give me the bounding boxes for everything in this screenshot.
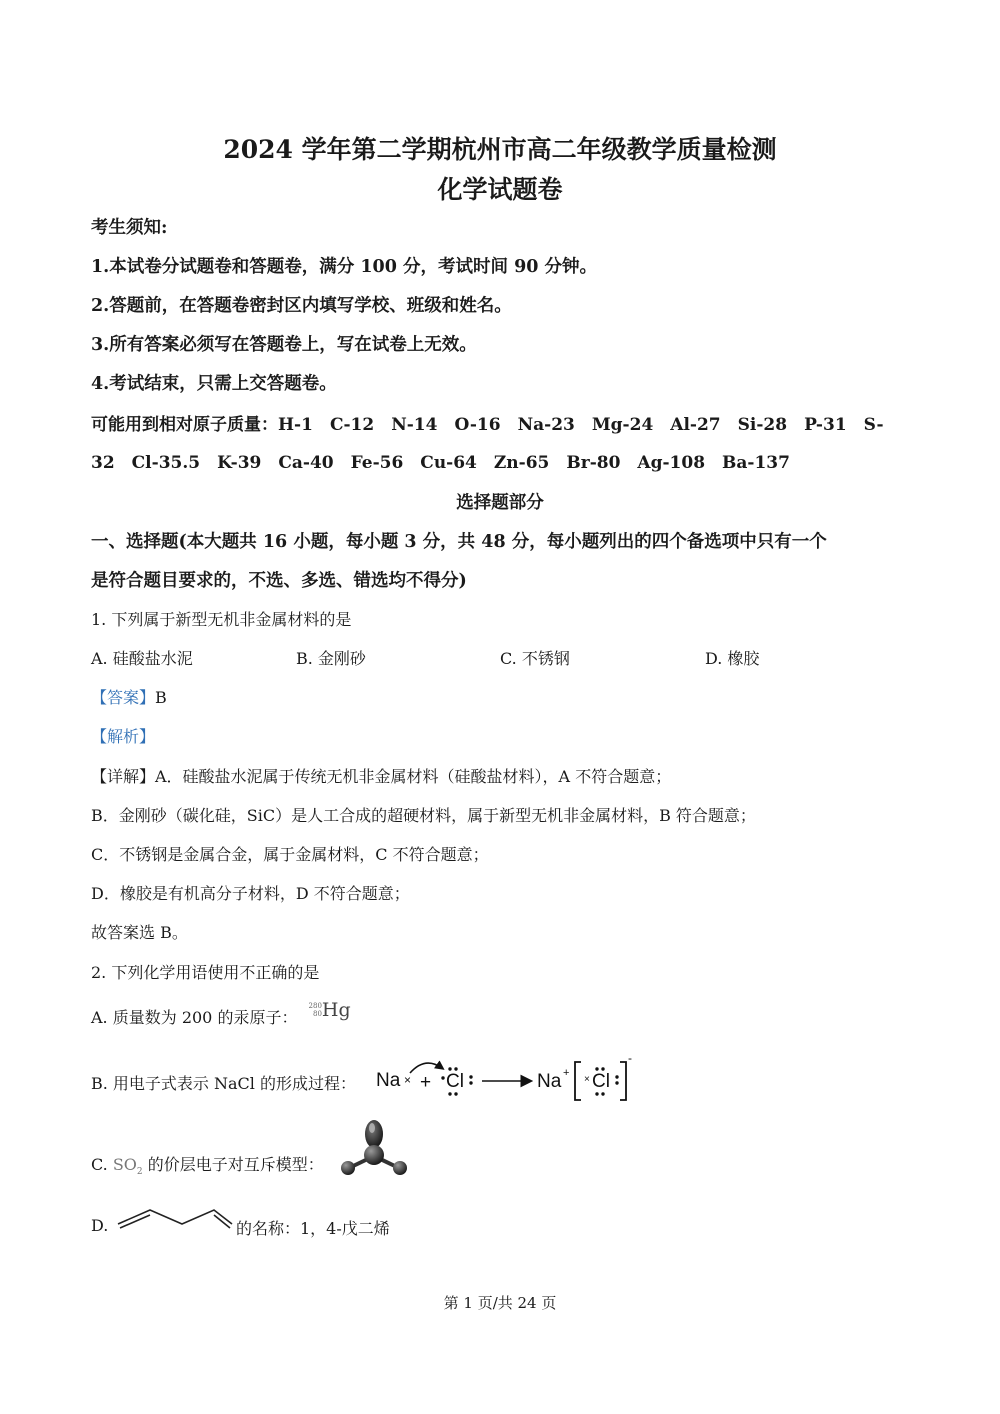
option-d-prefix: D. — [91, 1216, 109, 1235]
option-c-text: 的价层电子对互斥模型： — [142, 1155, 324, 1174]
notice-item: 3.所有答案必须写在答题卷上，写在试卷上无效。 — [91, 335, 477, 355]
exam-title: 2024 学年第二学期杭州市高二年级教学质量检测 — [223, 135, 777, 164]
answer-value: B — [155, 688, 167, 707]
chloride-ion: Cl — [592, 1071, 610, 1092]
detail-line: 【详解】A．硅酸盐水泥属于传统无机非金属材料（硅酸盐材料），A 不符合题意； — [91, 767, 672, 786]
detail-line: 故答案选 B。 — [91, 923, 188, 942]
outer-atom — [393, 1161, 407, 1175]
option-c-prefix: C. — [91, 1155, 113, 1174]
answer-label: 【答案】 — [91, 688, 156, 707]
notice-item: 2.答题前，在答题卷密封区内填写学校、班级和姓名。 — [91, 296, 512, 316]
so2-formula — [112, 1155, 143, 1178]
bracket-right-icon — [620, 1062, 626, 1100]
na-charge: + — [563, 1067, 570, 1079]
detail-line: D．橡胶是有机高分子材料，D 不符合题意； — [91, 884, 410, 903]
question-stem: 2. 下列化学用语使用不正确的是 — [91, 963, 320, 982]
chloride-charge: - — [628, 1051, 632, 1065]
vsepr-model-icon — [336, 1114, 412, 1182]
section-instruction: 是符合题目要求的，不选、多选、错选均不得分) — [91, 571, 467, 591]
transferred-electron-cross: × — [584, 1074, 590, 1085]
na-atom: Na — [376, 1070, 401, 1091]
option-a-text: A. 质量数为 200 的汞原子： — [91, 1008, 298, 1027]
na-ion: Na — [537, 1071, 562, 1092]
question-stem: 1. 下列属于新型无机非金属材料的是 — [91, 610, 352, 629]
lone-pair-lobe — [365, 1120, 383, 1148]
section-title: 选择题部分 — [456, 493, 544, 513]
option-a: A. 硅酸盐水泥 — [91, 649, 193, 668]
option-c: C. 不锈钢 — [500, 649, 570, 668]
atomic-mass-line: 可能用到相对原子质量：H-1 C-12 N-14 O-16 Na-23 Mg-24 Al-27 Si-28 P-31 S- — [91, 415, 884, 435]
detail-line: C．不锈钢是金属合金，属于金属材料，C 不符合题意； — [91, 845, 489, 864]
option-d: D. 橡胶 — [705, 649, 760, 668]
option-a — [91, 998, 351, 1030]
section-instruction: 一、选择题(本大题共 16 小题，每小题 3 分，共 48 分，每小题列出的四个备选项中只有一个 — [91, 532, 827, 552]
so2-subscript: 2 — [136, 1167, 143, 1178]
plus-sign: + — [420, 1072, 432, 1093]
answer-row — [91, 685, 167, 708]
atomic-mass-line: 32 Cl-35.5 K-39 Ca-40 Fe-56 Cu-64 Zn-65 Br-80 Ag-108 Ba-137 — [91, 453, 790, 473]
option-b: B. 金刚砂 — [296, 649, 366, 668]
notice-heading: 考生须知: — [91, 218, 168, 238]
exam-subtitle: 化学试题卷 — [437, 175, 563, 204]
nacl-formation-equation — [370, 1050, 640, 1106]
option-d-text: 的名称：1，4-戊二烯 — [236, 1219, 390, 1238]
cl-atom: Cl — [446, 1071, 464, 1092]
notice-item: 1.本试卷分试题卷和答题卷，满分 100 分，考试时间 90 分钟。 — [91, 257, 598, 277]
bracket-left-icon — [575, 1062, 581, 1100]
analysis-label: 【解析】 — [91, 727, 156, 746]
electron-cross: × — [404, 1073, 412, 1087]
element-symbol: Hg — [321, 998, 351, 1021]
skeletal-formula-icon — [114, 1204, 236, 1230]
page-number: 第 1 页/共 24 页 — [443, 1294, 557, 1312]
nuclide-indices — [309, 1002, 322, 1018]
option-c — [91, 1152, 324, 1177]
option-b: B. 用电子式表示 NaCl 的形成过程： — [91, 1074, 357, 1093]
atomic-number: 80 — [313, 1009, 322, 1018]
mass-number: 280 — [308, 1001, 322, 1010]
central-atom — [364, 1145, 384, 1165]
detail-line: B．金刚砂（碳化硅，SiC）是人工合成的超硬材料，属于新型无机非金属材料，B 符合题意； — [91, 806, 756, 825]
notice-item: 4.考试结束，只需上交答题卷。 — [91, 374, 337, 394]
outer-atom — [341, 1161, 355, 1175]
so2-symbol: SO — [112, 1155, 137, 1174]
